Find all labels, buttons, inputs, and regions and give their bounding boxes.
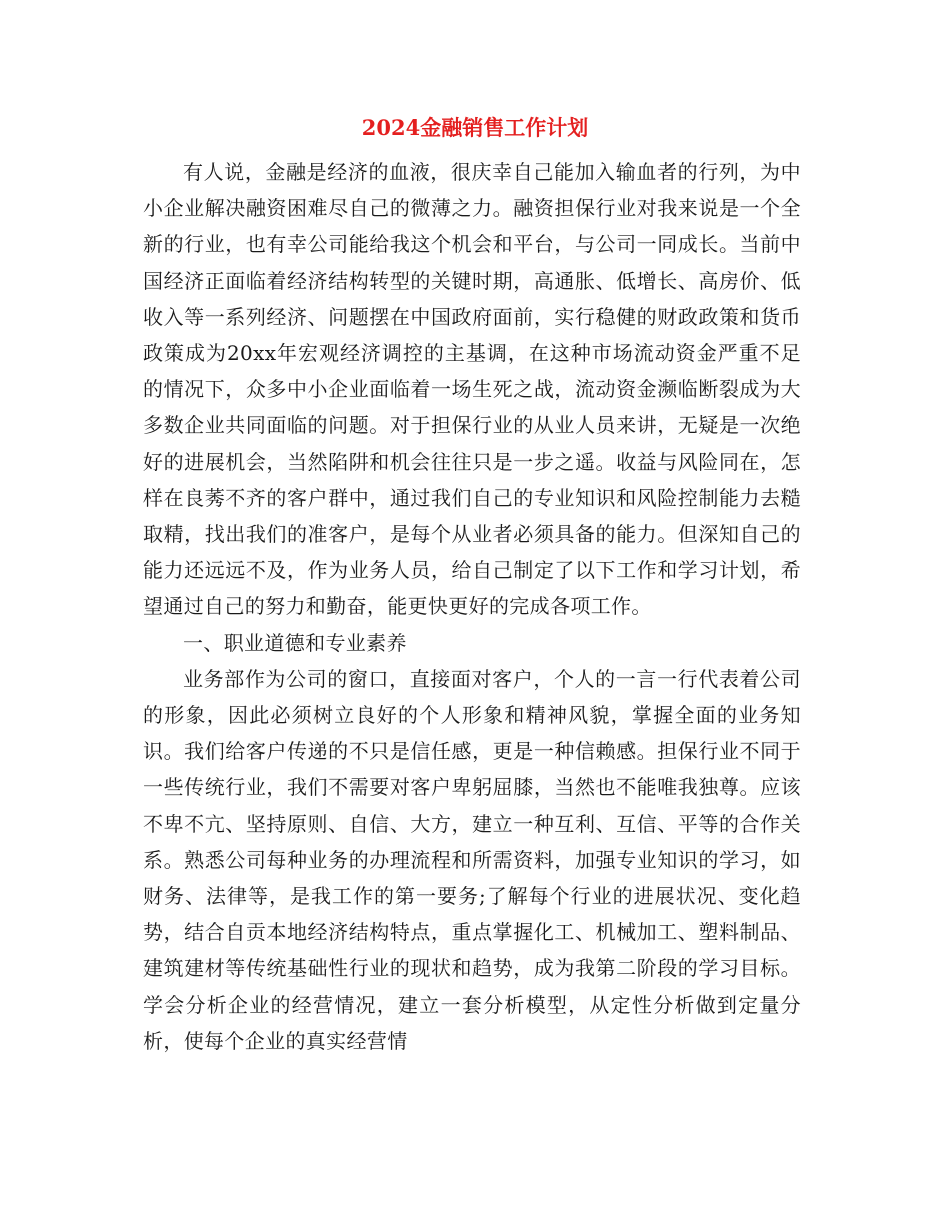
section-one-paragraph: 业务部作为公司的窗口，直接面对客户，个人的一言一行代表着公司的形象，因此必须树立良好的个人形象和精神风貌，掌握全面的业务知识。我们给客户传递的不只是信任感，更是一种信赖感。担保行业不同于一些传统行业，我们不需要对客户卑躬屈膝，当然也不能唯我独尊。应该不卑不亢、坚持原则、自信、大方，建立一种互利、互信、平等的合作关系。熟悉公司每种业务的办理流程和所需资料，加强专业知识的学习，如财务、法律等，是我工作的第一要务;了解每个行业的进展状况、变化趋势，结合自贡本地经济结构特点，重点掌握化工、机械加工、塑料制品、建筑建材等传统基础性行业的现状和趋势，成为我第二阶段的学习目标。学会分析企业的经营情况，建立一套分析模型，从定性分析做到定量分析，使每个企业的真实经营情	[143, 666, 801, 1053]
document-body	[143, 154, 801, 1059]
section-heading-professional-ethics: 一、职业道德和专业素养	[183, 630, 407, 655]
document-title: 2024金融销售工作计划	[361, 115, 589, 140]
intro-paragraph: 有人说，金融是经济的血液，很庆幸自己能加入输血者的行列，为中小企业解决融资困难尽自己的微薄之力。融资担保行业对我来说是一个全新的行业，也有幸公司能给我这个机会和平台，与公司一同成长。当前中国经济正面临着经济结构转型的关键时期，高通胀、低增长、高房价、低收入等一系列经济、问题摆在中国政府面前，实行稳健的财政政策和货币政策成为20xx年宏观经济调控的主基调，在这种市场流动资金严重不足的情况下，众多中小企业面临着一场生死之战，流动资金濒临断裂成为大多数企业共同面临的问题。对于担保行业的从业人员来讲，无疑是一次绝好的进展机会，当然陷阱和机会往往只是一步之遥。收益与风险同在，怎样在良莠不齐的客户群中，通过我们自己的专业知识和风险控制能力去糙取精，找出我们的准客户，是每个从业者必须具备的能力。但深知自己的能力还远远不及，作为业务人员，给自己制定了以下工作和学习计划，希望通过自己的努力和勤奋，能更快更好的完成各项工作。	[143, 160, 801, 619]
